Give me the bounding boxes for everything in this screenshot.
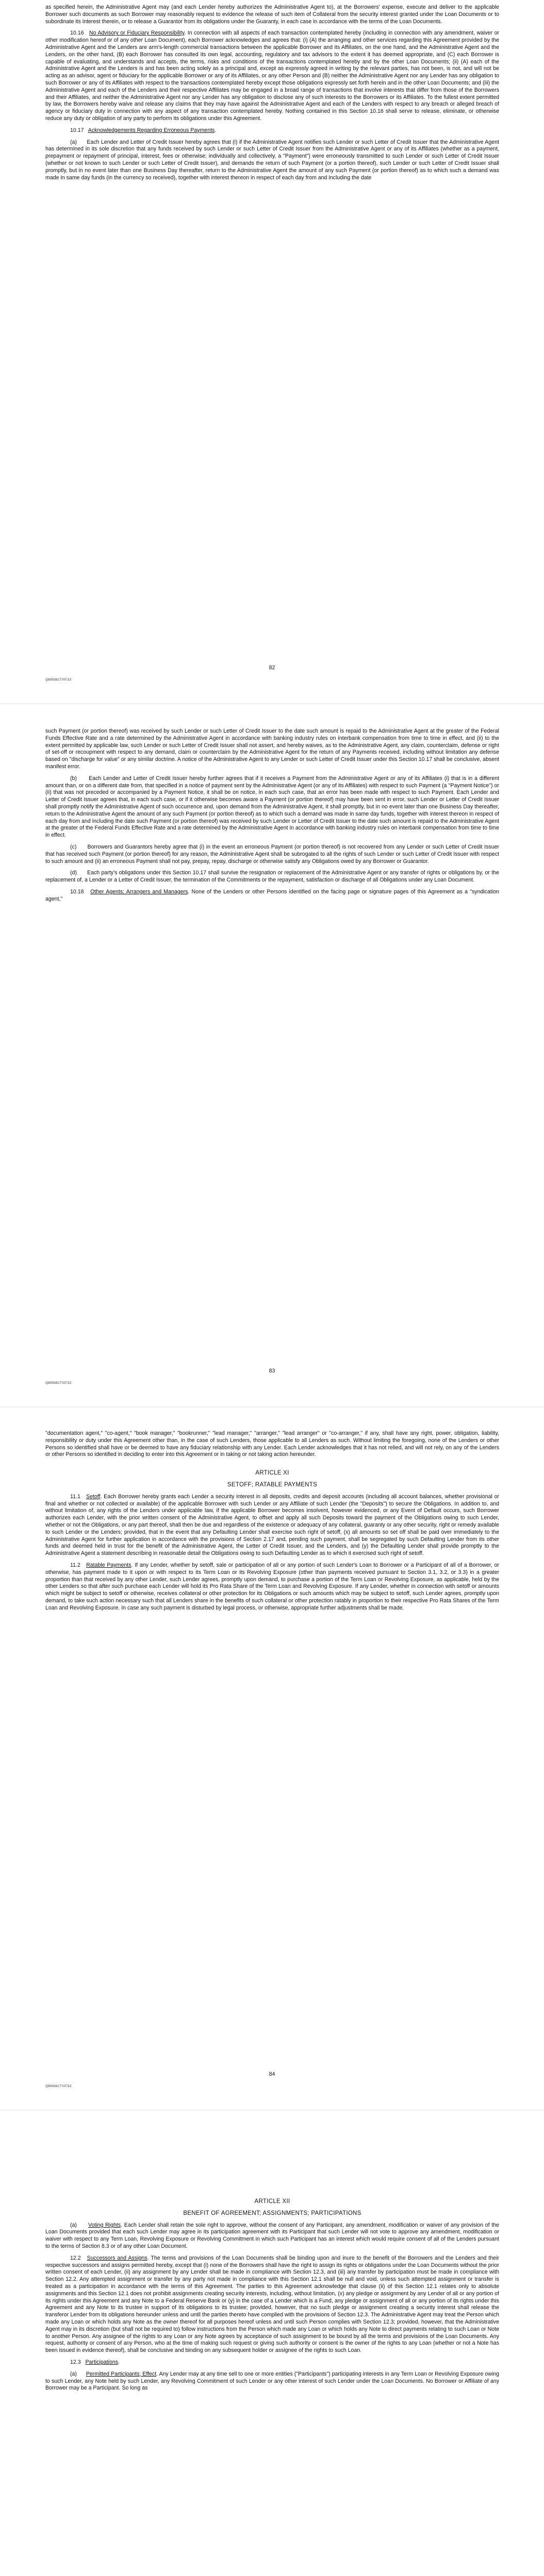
section-title: Participations: [85, 2359, 119, 2365]
paragraph: "documentation agent," "co-agent," "book manager," "bookrunner," "lead manager," "arranger," "lead arranger" or "co-arranger," if any, shall have any right, power, obligation, liability, responsibility or duty under this Agreement other than, in the case of such Lenders, those applicable to all Lenders as such. Without limiting the foregoing, none of the Lenders or other Persons so identified shall have or be deemed to have any fiduciary relationship with any Lender. Each Lender acknowledges that it has not relied, and will not rely, on any of the Lenders or other Persons so identified in deciding to enter into this Agreement or in taking or not taking action hereunder.: [45, 1430, 499, 1458]
page-number: 82: [269, 665, 275, 671]
section-12-2: [45, 2255, 499, 2354]
subsection-text: Each Lender and Letter of Credit Issuer hereby further agrees that if it receives a Payment from the Administrative Agent or any of its Affiliates (i) that is in a different amount than, or on a different date from, that specified in a notice of payment sent by the Administrative Agent (or any of its Affiliates) with respect to such Payment (a "Payment Notice") or (ii) that was not preceded or accompanied by a Payment Notice, it shall be on notice, in each such case, that an error has been made with respect to such Payment. Each Lender and Letter of Credit Issuer agrees that, in each such case, or if it otherwise becomes aware a Payment (or portion thereof) may have been sent in error, such Lender or Letter of Credit Issuer shall promptly notify the Administrative Agent of such occurrence and, upon demand from the Administrative Agent, it shall promptly, but in no event later than one Business Day thereafter, return to the Administrative Agent the amount of any such Payment (or portion thereof) as to which such a demand was made in same day funds, together with interest thereon in respect of each day from and including the date such Payment (or portion thereof) was received by such Lender or Letter of Credit Issuer to the date such amount is repaid to the Administrative Agent at the greater of the Federal Funds Effective Rate and a rate determined by the Administrative Agent in accordance with banking industry rules on interbank compensation from time to time in effect.: [45, 775, 499, 839]
subsection-number: (a): [70, 2222, 77, 2228]
section-text: . In connection with all aspects of each transaction contemplated hereby (including in connection with any amendment, waiver or other modification hereof or of any other Loan Document), each Borrower acknowledges and agrees that: (i) (A) the arranging and other services regarding this Agreement provided by the Administrative Agent and the Lenders are arm's-length commercial transactions between the applicable Borrower and its Affiliates, on the one hand, and the Administrative Agent and the Lenders, on the other hand, (B) each Borrower has consulted its own legal, accounting, regulatory and tax advisors to the extent it has deemed appropriate, and (C) each Borrower is capable of evaluating, and understands and accepts, the terms, risks and conditions of the transactions contemplated hereby and by the other Loan Documents; (ii) (A) each of the Administrative Agent and the Lenders is and has been acting solely as a principal and, except as expressly agreed in writing by the relevant parties, has not been, is not, and will not be acting as an advisor, agent or fiduciary for the applicable Borrower or any of its Affiliates, or any other Person and (B) neither the Administrative Agent nor any Lender has any obligation to such Borrower or any of its Affiliates with respect to the transactions contemplated hereby except those obligations expressly set forth herein and in the other Loan Documents; and (iii) the Administrative Agent and each of the Lenders and their respective Affiliates may be engaged in a broad range of transactions that involve interests that differ from those of the Borrowers and their Affiliates, and neither the Administrative Agent nor any Lender has any obligation to disclose any of such interests to the Borrowers or its Affiliates. To the fullest extent permitted by law, the Borrowers hereby waive and release any claims that they may have against the Administrative Agent and each of the Lenders with respect to any breach or alleged breach of agency or fiduciary duty in connection with any aspect of any transaction contemplated hereby. Nothing contained in this Section 10.16 shall serve to release, eliminate, or otherwise reduce any duty or obligation of any party to perform its obligations under this Agreement.: [45, 30, 499, 122]
subsection-b: [45, 775, 499, 839]
article-number: ARTICLE XII: [254, 2198, 290, 2205]
section-number: 10.16: [70, 30, 84, 37]
article-title: SETOFF; RATABLE PAYMENTS: [227, 1481, 318, 1488]
subsection-text: Borrowers and Guarantors hereby agree that (i) in the event an erroneous Payment (or portion thereof) is not recovered from any Lender or such Letter of Credit Issuer that has received such Payment (or portion thereof) for any reason, the Administrative Agent shall be subrogated to all the rights of such Lender or such Letter of Credit Issuer with respect to such amount and (ii) an erroneous Payment shall not pay, prepay, repay, discharge or otherwise satisfy any Obligations owed by any Borrower or Guarantor.: [45, 843, 499, 865]
section-10-17: [45, 127, 499, 134]
section-title: No Advisory or Fiduciary Responsibility: [89, 30, 185, 37]
subsection-text: . Each Lender shall retain the sole right to approve, without the consent of any Participant, any amendment, modification or waiver of any provision of the Loan Documents provided that each such Lender may agree in its participation agreement with its Participant that such Lender will not vote to approve any amendment, modification or waiver with respect to any Term Loan, Revolving Exposure or Revolving Commitment in which such Participant has an interest which would require consent of all of the Lenders pursuant to the terms of Section 8.3 or of any other Loan Document.: [45, 2222, 499, 2249]
document-id: Q80938177AT.53: [45, 1381, 72, 1385]
subsection-text: Each party's obligations under this Section 10.17 shall survive the resignation or replacement of the Administrative Agent or any transfer of rights or obligations by, or the replacement of, a Lender or a Letter of Credit Issuer, the termination of the Commitments or the repayment, satisfaction or discharge of all Obligations under any Loan Document.: [45, 870, 499, 884]
page-body: [45, 1430, 499, 1617]
section-text: . The terms and provisions of the Loan Documents shall be binding upon and inure to the benefit of the Borrowers and the Lenders and their respective successors and assigns permitted hereby, except that (i) none of the Borrowers shall have the right to assign its rights or obligations under the Loan Documents without the prior written consent of each Lender, (ii) any assignment by any Lender shall be made in compliance with Section 12.3, and (iii) any transfer by participation must be made in compliance with Section 12.2. Any attempted assignment or transfer by any party not made in compliance with this Section 12.1 shall be null and void, unless such attempted assignment or transfer is treated as a participation in accordance with the terms of this Agreement. The parties to this Agreement acknowledge that clause (ii) of this Section 12.1 relates only to absolute assignments and this Section 12.1 does not prohibit assignments creating security interests, including, without limitation, (x) any pledge or assignment by any Lender of all or any portion of its rights under this Agreement and any Note to a Federal Reserve Bank or (y) in the case of a Lender which is a Fund, any pledge or assignment of all or any portion of its rights under this Agreement and any Note to its trustee in support of its obligations to its trustee; provided, however, that no such pledge or assignment creating a security interest shall release the transferor Lender from its obligations hereunder unless and until the parties thereto have complied with the provisions of Section 12.3. The Administrative Agent may treat the Person which made any Loan or which holds any Note as the owner thereof for all purposes hereof unless and until such Person complies with Section 12.3; provided, however, that the Administrative Agent may in its discretion (but shall not be required to) follow instructions from the Person which made any Loan or which holds any Note to direct payments relating to such Loan or Note to another Person. Any assignee of the rights to any Loan or any Note agrees by acceptance of such assignment to be bound by all the terms and provisions of the Loan Documents. Any request, authority or consent of any Person, who at the time of making such request or giving such authority or consent is the owner of the rights to any Loan (whether or not a Note has been issued in evidence thereof), shall be conclusive and binding on any subsequent holder or assignee of the rights to such Loan.: [45, 2255, 499, 2354]
subsection-d: [45, 870, 499, 884]
paragraph: such Payment (or portion thereof) was received by such Lender or such Letter of Credit Issuer to the date such amount is repaid to the Administrative Agent at the greater of the Federal Funds Effective Rate and a rate determined by the Administrative Agent in accordance with banking industry rules on interbank compensation from time to time in effect, and (ii) to the extent permitted by applicable law, such Lender or such Letter of Credit Issuer shall not assert, and hereby waives, as to the Administrative Agent, any claim, counterclaim, defense or right of set-off or recoupment with respect to any demand, claim or counterclaim by the Administrative Agent for the return of any Payments received, including without limitation any defense based on "discharge for value" or any similar doctrine. A notice of the Administrative Agent to any Lender or such Letter of Credit Issuer under this Section 10.17 shall be conclusive, absent manifest error.: [45, 728, 499, 770]
section-number: 10.17: [70, 127, 84, 133]
page-body: [45, 2198, 499, 2397]
article-number: ARTICLE XI: [255, 1470, 289, 1477]
section-text: . If any Lender, whether by setoff, sale or participation of all or any portion of such Lender's Loan to Borrower or a Participant of all of a Borrower, or otherwise, has payment made to it upon or with respect to its Term Loan or its Revolving Exposure (other than payments received pursuant to Section 3.1, 3.2, or 3.3) in a greater proportion than that received by any other Lender, such Lender agrees, promptly upon demand, to purchase a portion of the Term Loan or Revolving Exposure, as applicable, held by the other Lenders so that after such purchase each Lender will hold its Pro Rata Share of the Term Loan and Revolving Exposure. If any Lender, whether in connection with setoff or amounts which might be subject to setoff or otherwise, receives collateral or other protection for its Obligations or such amounts which may be subject to setoff, such Lender agrees, promptly upon demand, to take such action necessary such that all Lenders share in the benefits of such collateral or other protection ratably in proportion to their respective Pro Rata Shares of the Term Loan and Revolving Exposure. In case any such payment is disturbed by legal process, or otherwise, appropriate further adjustments shall be made.: [45, 1562, 499, 1611]
section-number: 11.1: [70, 1493, 80, 1500]
subsection-number: (a): [70, 139, 77, 145]
section-number: 12.2: [70, 2255, 81, 2261]
subsection-number: (d): [70, 870, 77, 876]
page-number: 84: [269, 2071, 275, 2077]
section-title: Successors and Assigns: [87, 2255, 147, 2261]
section-number: 10.18: [70, 888, 84, 895]
section-text: .: [118, 2359, 120, 2365]
subsection-c: [45, 844, 499, 865]
subsection-title: Permitted Participants; Effect: [86, 2370, 157, 2377]
section-10-16: [45, 30, 499, 122]
document-id: Q80938177AT.53: [45, 2084, 72, 2088]
section-title: Setoff: [86, 1493, 101, 1500]
article-title: BENEFIT OF AGREEMENT; ASSIGNMENTS; PARTICIPATIONS: [183, 2210, 361, 2216]
page-body: [45, 728, 499, 908]
section-text: .: [215, 127, 217, 133]
subsection-number: (a): [70, 2370, 77, 2377]
section-11-1: [45, 1494, 499, 1557]
section-text: . Each Borrower hereby grants each Lender a security interest in all deposits, credits and deposit accounts (including all account balances, whether provisional or final and whether or not collected or available) of the applicable Borrower with such Lender or any Affiliate of such Lender (the "Deposits") to secure the Obligations. In addition to, and without limitation of, any rights of the Lenders under applicable law, if the applicable Borrower becomes insolvent, however evidenced, or any Event of Default occurs, such Borrower authorizes each Lender, with the prior written consent of the Administrative Agent, to offset and apply all such Deposits toward the payment of the Obligations owing to such Lender, whether or not the Obligations, or any part thereof, shall then be due and regardless of the existence or adequacy of any collateral, guaranty or any other security, right or remedy available to such Lender or the Lenders; provided, that in the event that any Defaulting Lender shall exercise such right of setoff, (x) all amounts so set off shall be paid over immediately to the Administrative Agent for further application in accordance with the provisions of Section 2.17 and, pending such payment, shall be segregated by such Defaulting Lender from its other funds and deemed held in trust for the benefit of the Administrative Agent, the Letter of Credit Issuer, and the Lenders, and (y) the Defaulting Lender shall provide promptly to the Administrative Agent a statement describing in reasonable detail the Obligations owing to such Defaulting Lender as to which it exercised such right of setoff.: [45, 1493, 499, 1557]
subsection-a-participants: [45, 2371, 499, 2392]
subsection-text: Each Lender and Letter of Credit Issuer hereby agrees that (i) if the Administrative Agent notifies such Lender or such Letter of Credit Issuer that the Administrative Agent has determined in its sole discretion that any funds received by such Lender or such Letter of Credit Issuer from the Administrative Agent or any of its Affiliates (whether as a payment, prepayment or repayment of principal, interest, fees or otherwise; individually and collectively, a "Payment") were erroneously transmitted to such Lender or such Letter of Credit Issuer (whether or not known to such Lender or such Letter of Credit Issuer), and demands the return of such Payment (or a portion thereof), such Lender or such Letter of Credit Issuer shall promptly, but in no event later than one Business Day thereafter, return to the Administrative Agent the amount of any such Payment (or portion thereof) as to which such a demand was made in same day funds (in the currency so received), together with interest thereon in respect of each day from and including the date: [45, 139, 499, 181]
subsection-a: [45, 139, 499, 182]
paragraph: as specified herein, the Administrative Agent may (and each Lender hereby authorizes the Administrative Agent to), at the Borrowers' expense, execute and deliver to the applicable Borrower such documents as such Borrower may reasonably request to evidence the release of such item of Collateral from the security interest granted under the Loan Documents or to subordinate its interest therein, or to release a Guarantor from its obligations under the Guaranty, in each case in accordance with the terms of the Loan Documents.: [45, 4, 499, 25]
page-83: [0, 704, 544, 1406]
page-85: [0, 2111, 544, 2576]
document-id: Q80938177AT.53: [45, 678, 72, 682]
subsection-number: (c): [70, 843, 77, 850]
subsection-text: . Any Lender may at any time sell to one or more entities ("Participants") participating interests in any Term Loan or Revolving Exposure owing to such Lender, any Note held by such Lender, any Revolving Commitment of such Lender or any other interest of such Lender under the Loan Documents. No Borrower or Affiliate of any Borrower may be a Participant. So long as: [45, 2370, 499, 2392]
section-title: Ratable Payments: [86, 1562, 131, 1568]
section-10-18: [45, 889, 499, 903]
subsection-number: (b): [70, 775, 77, 782]
page-number: 83: [269, 1368, 275, 1374]
section-11-2: [45, 1562, 499, 1612]
subsection-title: Voting Rights: [88, 2222, 121, 2228]
page-82: [0, 0, 544, 703]
section-number: 12.3: [70, 2359, 81, 2365]
page-body: [45, 4, 499, 186]
subsection-a-voting: [45, 2222, 499, 2250]
section-title: Acknowledgements Regarding Erroneous Payments: [88, 127, 215, 133]
section-text: . None of the Lenders or other Persons identified on the facing page or signature pages of this Agreement as a "syndication agent,": [45, 888, 499, 902]
section-number: 11.2: [70, 1562, 80, 1568]
section-12-3: [45, 2359, 499, 2366]
page-84: [0, 1408, 544, 2110]
section-title: Other Agents; Arrangers and Managers: [90, 888, 188, 895]
